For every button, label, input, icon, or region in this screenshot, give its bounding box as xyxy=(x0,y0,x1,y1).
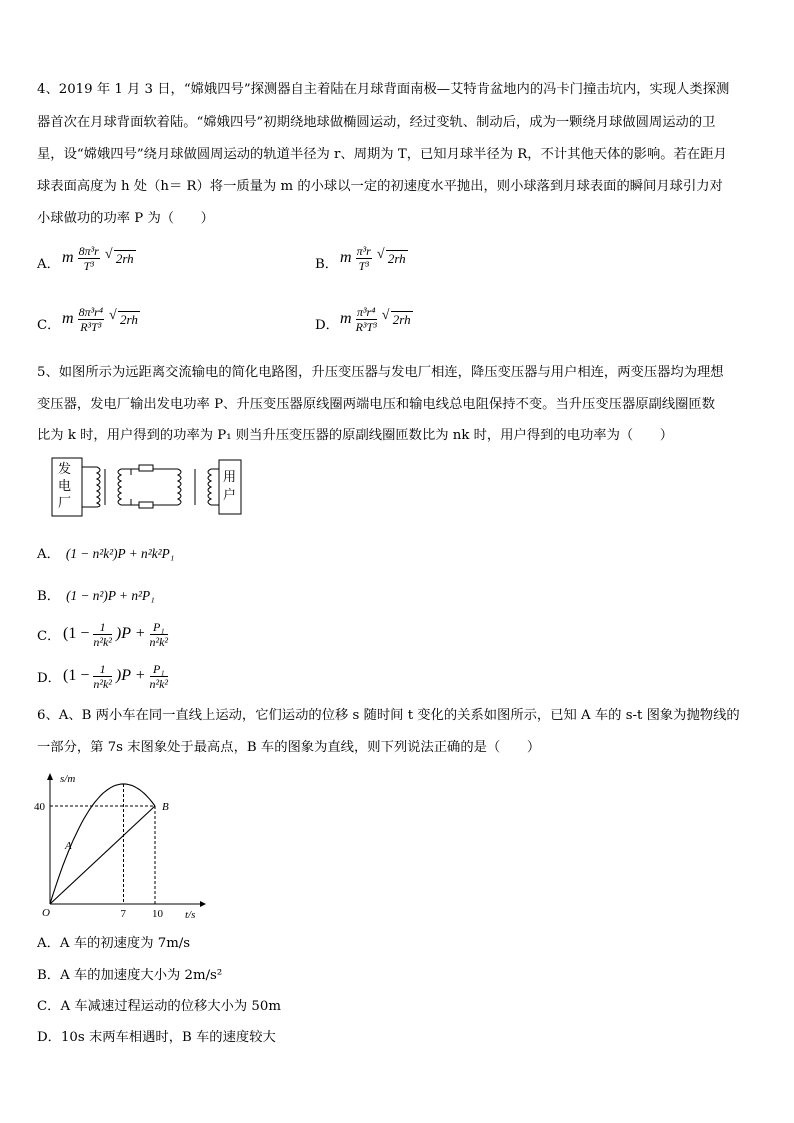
option-label: C． xyxy=(37,999,61,1014)
power-plant-char-1: 发 xyxy=(58,462,72,477)
step-down-secondary-coil xyxy=(208,469,211,505)
step-down-primary-coil xyxy=(178,469,181,505)
option-label: A． xyxy=(37,936,60,951)
series-A-label: A xyxy=(65,840,72,853)
q5-option-d xyxy=(37,671,61,687)
denominator: T³ xyxy=(83,259,94,273)
x-tick-label-7: 7 xyxy=(120,908,126,920)
option-label: B． xyxy=(315,257,339,272)
step-up-secondary-coil xyxy=(118,469,121,505)
q4-option-b-formula xyxy=(340,244,408,273)
line-resistor-top xyxy=(139,465,153,471)
q4-option-d xyxy=(315,318,339,334)
option-label: D． xyxy=(37,671,61,686)
q5-option-a xyxy=(37,546,174,563)
coef: m xyxy=(340,310,352,328)
q6-option-d xyxy=(37,1030,276,1046)
option-label: A． xyxy=(37,547,60,562)
series-B-label: B xyxy=(162,801,169,813)
q4-option-b xyxy=(315,257,338,273)
step-up-primary-coil xyxy=(97,467,100,507)
option-text: A 车减速过程运动的位移大小为 50m xyxy=(60,999,281,1014)
q5-option-c-formula xyxy=(63,620,168,649)
origin-label: O xyxy=(42,907,50,919)
option-label: B． xyxy=(37,968,61,983)
q4-line-4: 球表面高度为 h 处（h＝ R）将一质量为 m 的小球以一定的初速度水平抛出，则小球落到月球表面的瞬间月球引力对 xyxy=(37,179,723,194)
q5-option-d-formula xyxy=(63,662,168,691)
coef: m xyxy=(62,249,74,267)
option-text: A 车的加速度大小为 2m/s² xyxy=(60,968,223,983)
q6-line-2: 一部分，第 7s 末图象处于最高点，B 车的图象为直线，则下列说法正确的是（ ） xyxy=(37,740,541,755)
x-axis-label: t/s xyxy=(185,909,196,921)
user-box xyxy=(219,460,241,514)
x-axis-arrow-icon xyxy=(200,901,206,907)
q4-line-3: 星，设“嫦娥四号”绕月球做圆周运动的轨道半径为 r、周期为 T，已知月球半径为 R，不计其他天体的影响。若在距月 xyxy=(37,147,727,162)
q4-option-c-formula xyxy=(62,305,140,334)
line-resistor-bottom xyxy=(139,502,153,508)
sqrt: √ 2rh xyxy=(118,311,140,328)
q4-option-a-formula xyxy=(62,244,136,273)
option-label: A． xyxy=(37,257,60,272)
denominator: n²k² xyxy=(149,677,169,691)
s-t-graph xyxy=(30,768,210,923)
q5-line-3: 比为 k 时，用户得到的功率为 P₁ 则当升压变压器的原副线圈匝数比为 nk 时，用户得到的电功率为（ ） xyxy=(37,428,674,443)
q6-line-1: 6、A、B 两小车在同一直线上运动，它们运动的位移 s 随时间 t 变化的关系如图所示，已知 A 车的 s-t 图象为抛物线的 xyxy=(37,708,740,723)
q6-option-b xyxy=(37,968,222,984)
q4-line-2: 器首次在月球背面软着陆。“嫦娥四号”初期绕地球做椭圆运动，经过变轨、制动后，成为一颗绕月球做圆周运动的卫 xyxy=(37,115,716,130)
power-plant-char-2: 电 xyxy=(58,479,72,494)
numerator: 1 xyxy=(93,662,112,677)
formula-part: )P + xyxy=(115,667,146,685)
sqrt: √ 2rh xyxy=(386,250,408,267)
denominator: n²k² xyxy=(93,635,112,649)
numerator: 1 xyxy=(93,620,112,635)
formula-part: (1 − xyxy=(63,667,90,685)
y-axis-label: s/m xyxy=(60,773,76,785)
formula: (1 − n²)P + n²P₁ xyxy=(66,588,155,603)
numerator: π³r xyxy=(356,244,371,258)
formula-part: (1 − xyxy=(63,625,90,643)
q5-line-2: 变压器，发电厂输出发电功率 P、升压变压器原线圈两端电压和输电线总电阻保持不变。当升压变压器原副线圈匝数 xyxy=(37,397,716,412)
formula: (1 − n²k²)P + n²k²P₁ xyxy=(65,546,175,561)
option-label: D． xyxy=(37,1030,61,1045)
q6-option-c xyxy=(37,999,281,1015)
sqrt: √ 2rh xyxy=(114,250,136,267)
power-plant-char-3: 厂 xyxy=(58,496,72,511)
q4-line-1: 4、2019 年 1 月 3 日，“嫦娥四号”探测器自主着陆在月球背面南极—艾特肯盆地内的冯卡门撞击坑内，实现人类探测 xyxy=(37,82,730,97)
q5-option-c xyxy=(37,629,60,645)
series-B-line xyxy=(50,806,155,904)
denominator: n²k² xyxy=(93,677,112,691)
x-tick-label-10: 10 xyxy=(152,908,163,920)
user-char-1: 用 xyxy=(223,470,237,485)
q4-option-d-formula xyxy=(340,305,413,334)
denominator: n²k² xyxy=(149,635,169,649)
numerator: P₁ xyxy=(150,662,169,677)
option-label: C． xyxy=(37,629,61,644)
y-axis-arrow-icon xyxy=(47,773,53,780)
q5-option-b xyxy=(37,588,155,605)
y-tick-label-40: 40 xyxy=(34,801,45,813)
power-transmission-circuit-diagram xyxy=(45,455,250,520)
q4-option-a xyxy=(37,257,60,273)
user-char-2: 户 xyxy=(223,488,237,503)
denominator: R³T³ xyxy=(80,320,102,334)
coef: m xyxy=(340,249,352,267)
option-label: D． xyxy=(315,318,339,333)
coef: m xyxy=(62,310,74,328)
denominator: T³ xyxy=(358,259,369,273)
sqrt: √ 2rh xyxy=(391,311,413,328)
q6-option-a xyxy=(37,936,190,952)
option-label: C． xyxy=(37,318,61,333)
q5-line-1: 5、如图所示为远距离交流输电的简化电路图，升压变压器与发电厂相连，降压变压器与用户相连，两变压器均为理想 xyxy=(37,365,724,380)
numerator: 8π³r⁴ xyxy=(78,305,104,319)
option-text: 10s 末两车相遇时，B 车的速度较大 xyxy=(60,1030,276,1045)
option-text: A 车的初速度为 7m/s xyxy=(59,936,191,951)
numerator: 8π³r xyxy=(78,244,99,258)
q4-line-5: 小球做功的功率 P 为（ ） xyxy=(37,211,214,226)
option-label: B． xyxy=(37,589,61,604)
denominator: R³T³ xyxy=(355,320,377,334)
numerator: π³r⁴ xyxy=(356,305,376,319)
formula-part: )P + xyxy=(115,625,146,643)
q4-option-c xyxy=(37,318,60,334)
numerator: P₁ xyxy=(150,620,169,635)
